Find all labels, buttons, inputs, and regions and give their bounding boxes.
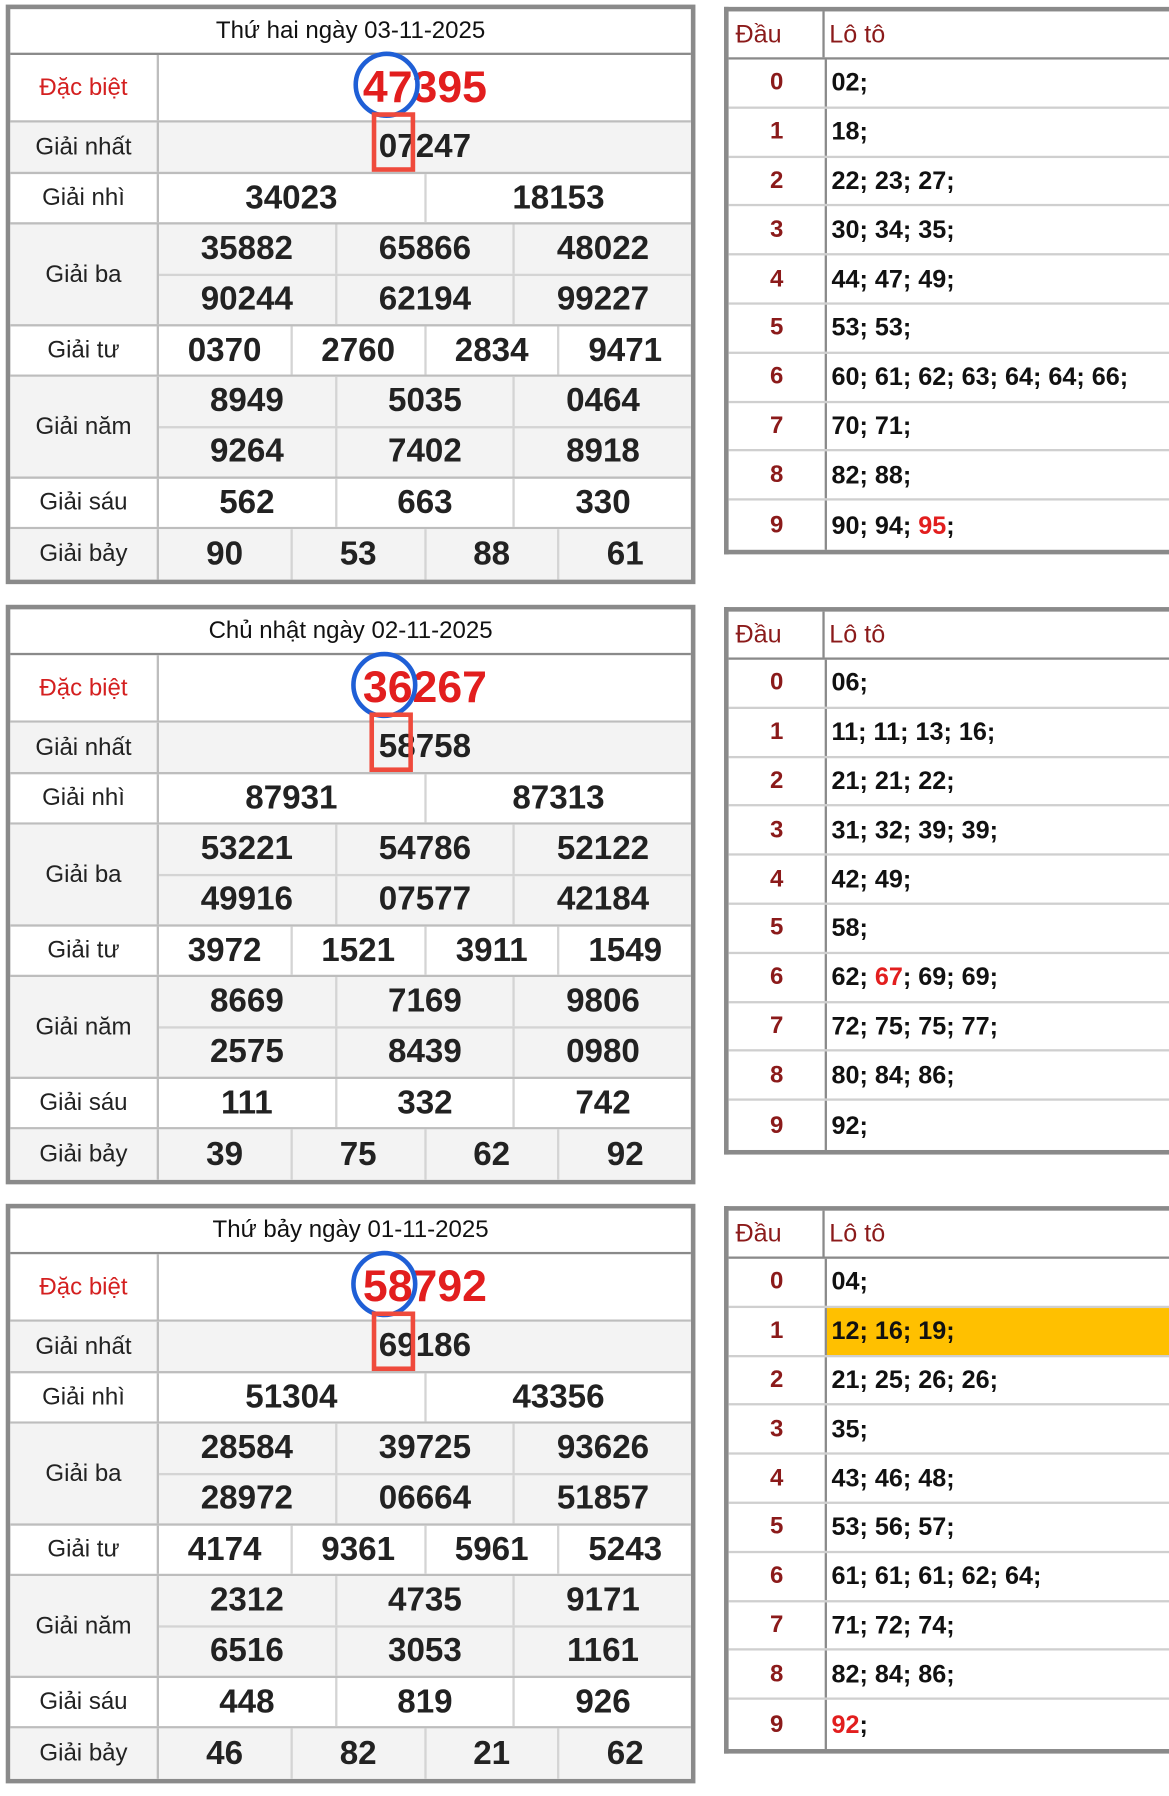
marked-digit: 8 <box>397 728 416 766</box>
sixth-prize-row <box>10 479 691 529</box>
first-prize-value <box>159 723 691 772</box>
fourth-prize-value: 5243 <box>557 1526 691 1574</box>
fifth-prize-value: 6516 <box>209 1632 284 1670</box>
loto-row-6 <box>729 1553 1169 1602</box>
loto-cell: 42; 49; <box>831 864 912 893</box>
loto-row-3 <box>729 807 1169 856</box>
fifth-prize-value: 8918 <box>513 428 691 477</box>
fourth-prize-label: Giải tư <box>10 326 159 374</box>
red-square-marker <box>372 112 415 172</box>
sixth-prize-value: 819 <box>335 1678 513 1726</box>
seventh-prize-value: 46 <box>206 1734 244 1772</box>
result-date-title: Thứ hai ngày 03-11-2025 <box>10 9 691 55</box>
fourth-prize-value: 4174 <box>187 1530 262 1568</box>
third-prize-value: 90244 <box>200 280 293 318</box>
loto-special-number: 67 <box>874 962 903 991</box>
first-prize-rest: 758 <box>415 728 472 766</box>
special-prize-row <box>10 1254 691 1322</box>
fourth-prize-value: 1521 <box>290 927 424 975</box>
third-prize-row <box>10 1424 691 1526</box>
dau-cell: 8 <box>729 1052 827 1099</box>
dau-cell: 4 <box>729 256 827 303</box>
special-prefix: 47 <box>362 62 413 112</box>
dau-cell: 3 <box>729 1406 827 1453</box>
fourth-prize-row <box>10 927 691 977</box>
sixth-prize-value: 562 <box>219 483 275 521</box>
first-prize-row <box>10 723 691 775</box>
third-prize-value: 06664 <box>335 1475 513 1524</box>
loto-row-2 <box>729 1357 1169 1406</box>
loto-cell: 60; 61; 62; 63; 64; 64; 66; <box>831 362 1129 391</box>
dau-cell: 7 <box>729 1602 827 1649</box>
second-prize-row <box>10 174 691 224</box>
dau-cell: 9 <box>729 1700 827 1749</box>
loto-row-7 <box>729 403 1169 452</box>
loto-row-8 <box>729 452 1169 501</box>
dau-cell: 7 <box>729 403 827 450</box>
loto-row-4 <box>729 1455 1169 1504</box>
first-prize-marked-digit <box>397 128 415 166</box>
special-suffix: 792 <box>412 1261 487 1311</box>
seventh-prize-value: 90 <box>206 535 244 573</box>
loto-row-9 <box>729 1101 1169 1150</box>
loto-special-number: 92 <box>831 1709 860 1739</box>
dau-cell: 0 <box>729 60 827 107</box>
special-prefix-marked <box>363 663 413 713</box>
third-prize-value: 99227 <box>513 275 691 324</box>
loto-cell: 21; 25; 26; 26; <box>831 1365 999 1394</box>
loto-row-4 <box>729 256 1169 305</box>
third-prize-value: 35882 <box>200 229 293 267</box>
loto-cell: 72; 75; 75; 77; <box>831 1011 999 1040</box>
loto-cell: 18; <box>831 117 868 146</box>
dau-cell: 1 <box>729 1308 827 1355</box>
fifth-prize-value: 8949 <box>209 382 284 419</box>
loto-cell: 61; 61; 61; 62; 64; <box>831 1561 1042 1591</box>
second-prize-value: 87931 <box>245 779 338 817</box>
dau-cell: 8 <box>729 452 827 499</box>
loto-cell: 11; 11; 13; 16; <box>831 717 996 746</box>
fifth-prize-value: 2312 <box>209 1581 284 1619</box>
third-prize-value: 54786 <box>335 825 513 874</box>
loto-row-6 <box>729 954 1169 1003</box>
special-prize-value <box>159 55 691 120</box>
fifth-prize-value: 7169 <box>335 977 513 1026</box>
dau-cell: 2 <box>729 758 827 805</box>
loto-text: ; <box>946 510 955 539</box>
blue-circle-marker <box>351 1250 417 1316</box>
seventh-prize-value: 21 <box>424 1728 558 1778</box>
first-prize-rest: 247 <box>415 128 472 165</box>
loto-header: Lô tô <box>829 1218 886 1248</box>
loto-row-0 <box>729 60 1169 109</box>
fourth-prize-value: 5961 <box>424 1526 558 1574</box>
first-prize-label: Giải nhất <box>10 1322 159 1371</box>
sixth-prize-value: 448 <box>219 1683 275 1720</box>
first-prize-lead-digit: 5 <box>378 728 398 766</box>
loto-header-row <box>729 11 1169 59</box>
red-square-marker <box>372 1311 415 1371</box>
loto-cell: 35; <box>831 1414 868 1443</box>
loto-row-5 <box>729 905 1169 954</box>
dau-header: Đầu <box>729 1211 825 1257</box>
fourth-prize-value: 3972 <box>187 931 262 969</box>
third-prize-value: 53221 <box>200 830 293 867</box>
loto-cell: 30; 34; 35; <box>831 215 955 244</box>
loto-cell <box>827 1700 1169 1749</box>
seventh-prize-value: 88 <box>424 529 558 579</box>
fourth-prize-value: 1549 <box>557 927 691 975</box>
fifth-prize-value: 8669 <box>209 982 284 1020</box>
second-prize-label: Giải nhì <box>10 174 159 222</box>
loto-row-0 <box>729 660 1169 709</box>
dau-cell: 4 <box>729 856 827 903</box>
dau-cell: 0 <box>729 1259 827 1306</box>
loto-row-4 <box>729 856 1169 905</box>
third-prize-value: 51857 <box>513 1475 691 1524</box>
loto-row-3 <box>729 207 1169 256</box>
seventh-prize-value: 61 <box>557 529 691 579</box>
special-prize-row <box>10 55 691 123</box>
dau-cell: 4 <box>729 1455 827 1502</box>
third-prize-row <box>10 825 691 927</box>
third-prize-value: 49916 <box>200 881 293 918</box>
first-prize-row <box>10 123 691 175</box>
seventh-prize-value: 75 <box>290 1129 424 1179</box>
loto-row-1 <box>729 709 1169 758</box>
second-prize-value: 87313 <box>424 774 691 822</box>
first-prize-marked-digit <box>397 728 415 766</box>
first-prize-lead-digit: 6 <box>378 1327 398 1365</box>
loto-row-2 <box>729 758 1169 807</box>
loto-row-0 <box>729 1259 1169 1308</box>
second-prize-value: 51304 <box>245 1378 338 1416</box>
loto-cell <box>827 501 1169 550</box>
loto-table-20251103 <box>724 7 1169 554</box>
sixth-prize-value: 111 <box>221 1084 273 1121</box>
loto-row-8 <box>729 1651 1169 1700</box>
loto-row-1 <box>729 1308 1169 1357</box>
second-prize-row <box>10 774 691 824</box>
marked-digit: 9 <box>397 1327 416 1365</box>
loto-row-5 <box>729 1504 1169 1553</box>
special-prize-value <box>159 1254 691 1319</box>
dau-cell: 3 <box>729 807 827 854</box>
special-prize-label: Đặc biệt <box>10 55 159 120</box>
first-prize-value <box>159 123 691 172</box>
seventh-prize-value: 82 <box>290 1728 424 1778</box>
loto-cell: 92; <box>831 1110 868 1140</box>
dau-cell: 3 <box>729 207 827 254</box>
seventh-prize-row <box>10 1728 691 1778</box>
seventh-prize-value: 39 <box>206 1135 244 1173</box>
special-prefix-marked <box>363 1262 413 1312</box>
fifth-prize-label: Giải năm <box>10 1576 159 1676</box>
fifth-prize-value: 3053 <box>335 1627 513 1676</box>
sixth-prize-label: Giải sáu <box>10 479 159 527</box>
second-prize-value: 18153 <box>424 174 691 222</box>
loto-cell: 22; 23; 27; <box>831 166 955 195</box>
loto-text: ; 69; 69; <box>902 962 999 991</box>
loto-cell: 58; <box>831 913 868 942</box>
fifth-prize-value: 8439 <box>335 1028 513 1077</box>
loto-row-7 <box>729 1003 1169 1052</box>
seventh-prize-value: 53 <box>290 529 424 579</box>
dau-header: Đầu <box>729 11 825 57</box>
fifth-prize-row <box>10 1576 691 1678</box>
fourth-prize-value: 2760 <box>290 326 424 374</box>
loto-row-7 <box>729 1602 1169 1651</box>
dau-cell: 9 <box>729 1101 827 1150</box>
first-prize-label: Giải nhất <box>10 723 159 772</box>
fifth-prize-value: 0980 <box>513 1028 691 1077</box>
dau-cell: 0 <box>729 660 827 707</box>
fourth-prize-row <box>10 1526 691 1576</box>
third-prize-label: Giải ba <box>10 1424 159 1524</box>
special-prize-row <box>10 655 691 723</box>
dau-cell: 1 <box>729 709 827 756</box>
seventh-prize-value: 62 <box>557 1728 691 1778</box>
loto-cell: 80; 84; 86; <box>831 1060 955 1090</box>
fifth-prize-value: 7402 <box>335 428 513 477</box>
third-prize-row <box>10 224 691 326</box>
marked-digit: 7 <box>397 128 416 165</box>
first-prize-label: Giải nhất <box>10 123 159 172</box>
result-table-20251103 <box>6 5 696 585</box>
first-prize-marked-digit <box>397 1328 415 1366</box>
result-date-title: Thứ bảy ngày 01-11-2025 <box>10 1208 691 1254</box>
fifth-prize-value: 5035 <box>335 377 513 426</box>
special-suffix: 267 <box>412 662 487 712</box>
third-prize-value: 65866 <box>335 224 513 273</box>
special-prize-value <box>159 655 691 720</box>
loto-cell: 21; 21; 22; <box>831 766 955 795</box>
loto-cell: 53; 53; <box>831 313 912 342</box>
seventh-prize-row <box>10 1129 691 1179</box>
loto-table-20251101 <box>724 1206 1169 1753</box>
loto-cell: 43; 46; 48; <box>831 1463 955 1492</box>
result-date-title: Chủ nhật ngày 02-11-2025 <box>10 609 691 655</box>
fourth-prize-value: 0370 <box>187 331 262 369</box>
sixth-prize-label: Giải sáu <box>10 1678 159 1726</box>
second-prize-value: 43356 <box>424 1373 691 1421</box>
second-prize-row <box>10 1373 691 1423</box>
loto-cell <box>827 954 1169 1001</box>
fourth-prize-value: 9471 <box>557 326 691 374</box>
loto-cell: 02; <box>831 68 868 97</box>
fifth-prize-row <box>10 377 691 479</box>
loto-cell: 70; 71; <box>831 411 912 440</box>
sixth-prize-row <box>10 1678 691 1728</box>
loto-row-9 <box>729 501 1169 550</box>
dau-cell: 1 <box>729 109 827 156</box>
fourth-prize-row <box>10 326 691 376</box>
loto-cell: 53; 56; 57; <box>831 1512 955 1541</box>
second-prize-label: Giải nhì <box>10 774 159 822</box>
loto-table-20251102 <box>724 607 1169 1154</box>
fifth-prize-value: 2575 <box>209 1033 284 1071</box>
fifth-prize-label: Giải năm <box>10 977 159 1077</box>
loto-row-2 <box>729 158 1169 207</box>
loto-header-row <box>729 1211 1169 1259</box>
loto-header: Lô tô <box>829 619 886 649</box>
fourth-prize-value: 2834 <box>424 326 558 374</box>
blue-circle-marker <box>351 651 417 717</box>
sixth-prize-value: 330 <box>513 479 691 527</box>
sixth-prize-value: 663 <box>335 479 513 527</box>
loto-special-number: 95 <box>918 510 947 539</box>
result-table-20251101 <box>6 1204 696 1784</box>
loto-text: ; <box>859 1709 868 1739</box>
dau-cell: 2 <box>729 158 827 205</box>
dau-cell: 7 <box>729 1003 827 1050</box>
special-suffix: 395 <box>412 62 487 112</box>
fourth-prize-value: 3911 <box>424 927 558 975</box>
fifth-prize-value: 0464 <box>513 377 691 426</box>
dau-cell: 5 <box>729 305 827 352</box>
seventh-prize-label: Giải bảy <box>10 1728 159 1778</box>
loto-text: 62; <box>831 962 875 991</box>
third-prize-label: Giải ba <box>10 224 159 324</box>
seventh-prize-value: 92 <box>557 1129 691 1179</box>
first-prize-row <box>10 1322 691 1374</box>
special-prize-label: Đặc biệt <box>10 1254 159 1319</box>
fifth-prize-value: 1161 <box>513 1627 691 1676</box>
third-prize-value: 93626 <box>513 1424 691 1473</box>
loto-cell: 44; 47; 49; <box>831 264 955 293</box>
loto-header: Lô tô <box>829 19 886 49</box>
loto-cell: 04; <box>831 1267 868 1296</box>
dau-cell: 2 <box>729 1357 827 1404</box>
third-prize-value: 48022 <box>513 224 691 273</box>
seventh-prize-value: 62 <box>424 1129 558 1179</box>
fifth-prize-row <box>10 977 691 1079</box>
dau-cell: 5 <box>729 1504 827 1551</box>
dau-header: Đầu <box>729 612 825 658</box>
second-prize-label: Giải nhì <box>10 1373 159 1421</box>
fifth-prize-label: Giải năm <box>10 377 159 477</box>
third-prize-value: 28972 <box>200 1480 293 1517</box>
special-prefix: 36 <box>362 662 413 712</box>
loto-cell: 31; 32; 39; 39; <box>831 815 999 844</box>
third-prize-value: 39725 <box>335 1424 513 1473</box>
loto-cell: 82; 84; 86; <box>831 1659 955 1689</box>
fifth-prize-value: 9264 <box>209 433 284 470</box>
loto-row-6 <box>729 354 1169 403</box>
loto-row-5 <box>729 305 1169 354</box>
red-square-marker <box>370 712 416 772</box>
loto-cell: 06; <box>831 668 868 697</box>
dau-cell: 8 <box>729 1651 827 1698</box>
loto-row-3 <box>729 1406 1169 1455</box>
fifth-prize-value: 9806 <box>513 977 691 1026</box>
second-prize-value: 34023 <box>245 179 338 216</box>
special-prefix-marked <box>363 62 413 112</box>
fourth-prize-label: Giải tư <box>10 927 159 975</box>
loto-text: 90; 94; <box>831 510 919 539</box>
seventh-prize-label: Giải bảy <box>10 1129 159 1179</box>
dau-cell: 6 <box>729 354 827 401</box>
third-prize-value: 52122 <box>513 825 691 874</box>
result-table-20251102 <box>6 605 696 1185</box>
loto-row-9 <box>729 1700 1169 1749</box>
first-prize-value <box>159 1322 691 1371</box>
loto-header-row <box>729 612 1169 660</box>
dau-cell: 9 <box>729 501 827 550</box>
sixth-prize-value: 926 <box>513 1678 691 1726</box>
dau-cell: 6 <box>729 1553 827 1600</box>
third-prize-value: 42184 <box>513 876 691 925</box>
seventh-prize-label: Giải bảy <box>10 529 159 579</box>
third-prize-value: 28584 <box>200 1429 293 1466</box>
loto-row-1 <box>729 109 1169 158</box>
special-prefix: 58 <box>362 1261 413 1311</box>
loto-cell-highlighted: 12; 16; 19; <box>827 1308 1169 1355</box>
sixth-prize-value: 742 <box>513 1079 691 1127</box>
loto-cell: 82; 88; <box>831 460 912 489</box>
loto-cell: 71; 72; 74; <box>831 1610 955 1640</box>
seventh-prize-row <box>10 529 691 579</box>
fourth-prize-value: 9361 <box>290 1526 424 1574</box>
sixth-prize-label: Giải sáu <box>10 1079 159 1127</box>
loto-row-8 <box>729 1052 1169 1101</box>
special-prize-label: Đặc biệt <box>10 655 159 720</box>
fifth-prize-value: 9171 <box>513 1576 691 1625</box>
third-prize-label: Giải ba <box>10 825 159 925</box>
fourth-prize-label: Giải tư <box>10 1526 159 1574</box>
sixth-prize-value: 332 <box>335 1079 513 1127</box>
dau-cell: 5 <box>729 905 827 952</box>
third-prize-value: 62194 <box>335 275 513 324</box>
dau-cell: 6 <box>729 954 827 1001</box>
fifth-prize-value: 4735 <box>335 1576 513 1625</box>
first-prize-lead-digit: 0 <box>378 128 398 165</box>
third-prize-value: 07577 <box>335 876 513 925</box>
first-prize-rest: 186 <box>415 1327 472 1365</box>
blue-circle-marker <box>354 51 420 117</box>
sixth-prize-row <box>10 1079 691 1129</box>
